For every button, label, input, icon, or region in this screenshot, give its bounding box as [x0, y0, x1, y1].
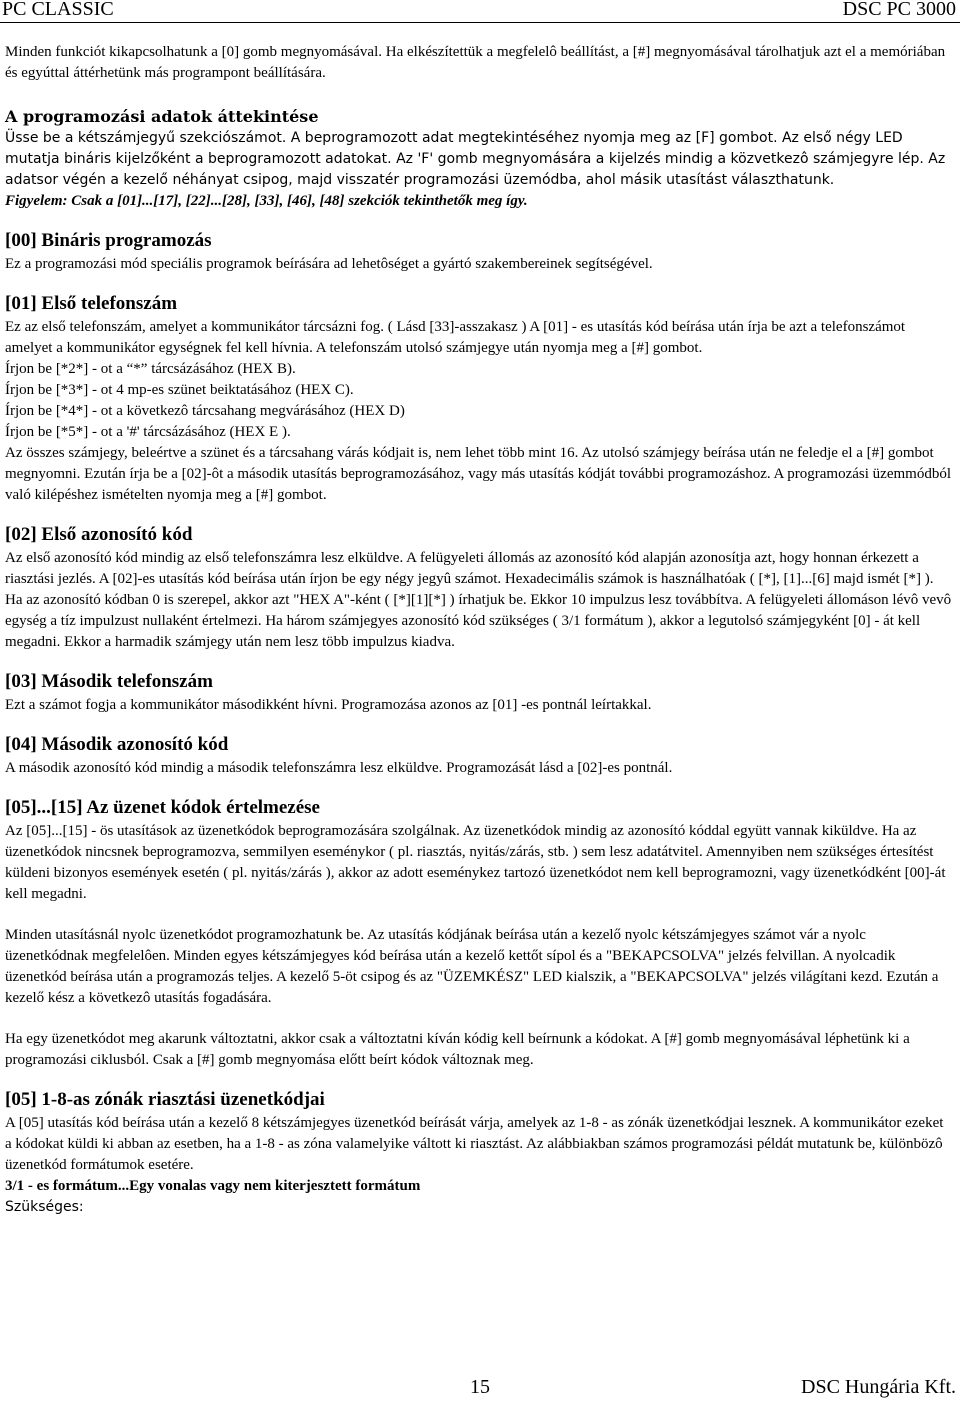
section-02-heading: [02] Első azonosító kód	[5, 524, 193, 545]
page-header	[0, 0, 960, 22]
section-03-text: Ezt a számot fogja a kommunikátor másodikként hívni. Programozása azonos az [01] -es pontnál leírtakkal.	[5, 697, 652, 713]
overview-note: Figyelem: Csak a [01]...[17], [22]...[28], [33], [46], [48] szekciók tekinthetők meg így.	[5, 193, 528, 209]
section-00-text: Ez a programozási mód speciális programok beírására ad lehetôséget a gyártó szakembereinek segítségével.	[5, 256, 653, 272]
format-heading: 3/1 - es formátum...Egy vonalas vagy nem kiterjesztett formátum	[5, 1178, 421, 1194]
section-02-text: Az első azonosító kód mindig az első telefonszámra lesz elküldve. A felügyeleti állomás az azonosító kód alapján azonosítja azt, hogy honnan érkezett a riasztási jezlés. A [02]-es utasítás kód beírása után írjon be egy négy jegyû számot. Hexadecimális számok is használhatóak ( [*], [1]...[6] majd ismét [*] ). Ha az azonosító kódban 0 is szerepel, akkor azt "HEX A"-ként ( [*][1][*] ) írhatjuk be. Ekkor 10 impulzus lesz továbbítva. A felügyeleti állomáson lévô vevô egység a tíz impulzust nullaként értelmezi. Ha három számjegyes azonosító kód szükséges ( 3/1 formátum ), akkor a legutolsó számjegyként [0] - át kell megadni. Ekkor a harmadik számjegy után nem lesz több impulzus kiadva.	[5, 550, 952, 650]
section-01-line: Írjon be [*2*] - ot a “*” tárcsázásához (HEX B).	[5, 361, 296, 377]
section-01-line: Írjon be [*4*] - ot a következô tárcsahang megvárásához (HEX D)	[5, 403, 405, 419]
section-01-heading: [01] Első telefonszám	[5, 293, 178, 314]
page-content	[5, 42, 953, 1218]
section-05-15-text-3: Ha egy üzenetkódot meg akarunk változtatni, akkor csak a változtatni kíván kódig kell beírnunk a kódokat. A [#] gomb megnyomásával léphetünk ki a programozási ciklusból. Csak a [#] gomb megnyomása előtt beírt kódok változnak meg.	[5, 1031, 910, 1068]
overview-text: Üsse be a kétszámjegyű szekciószámot. A beprogramozott adat megtekintéséhez nyomja meg az [F] gombot. Az első négy LED mutatja bináris kijelzőként a beprogramozott adatokat. Az 'F' gomb megnyomására a kijelzés mindig a közvetkezô számjegyre lép. Az adatsor végén a kezelő néhányat csipog, majd visszatér programozási üzemódba, ahol másik utasítást választhatunk.	[5, 130, 946, 188]
page-number: 15	[470, 1376, 490, 1398]
footer-company: DSC Hungária Kft.	[801, 1376, 956, 1398]
section-03-heading: [03] Második telefonszám	[5, 671, 213, 692]
header-rule	[0, 22, 960, 23]
page-footer	[0, 1374, 960, 1400]
section-01-line: Írjon be [*5*] - ot a '#' tárcsázásához (HEX E ).	[5, 424, 291, 440]
section-05-15-heading: [05]...[15] Az üzenet kódok értelmezése	[5, 797, 320, 818]
header-left: PC CLASSIC	[2, 0, 114, 20]
section-05-15-text: Az [05]...[15] - ös utasítások az üzenetkódok beprogramozására szolgálnak. Az üzenetkódok mindig az azonosító kóddal együtt vannak kiküldve. Ha az üzenetkódok nincsnek beprogramozva, semmilyen eseménykor ( pl. riasztás, nyitás/zárás, stb. ) sem lesz adatátvitel. Amennyiben nem szükséges értesítést küldeni bizonyos események esetén ( pl. nyitás/zárás ), akkor az adott eseménykez tartozó üzenetkódot nem kell beprogramozni, vagy üzenetkódként [00]-át kell megadni.	[5, 823, 946, 902]
section-01-text: Ez az első telefonszám, amelyet a kommunikátor tárcsázni fog. ( Lásd [33]-asszakasz ) A [01] - es utasítás kód beírása után írja be azt a telefonszámot amelyet a kommunikátor egységnek fel kell hívnia. A telefonszám utolsó számjegye után nyomja meg a [#] gombot.	[5, 319, 906, 356]
section-01-line: Írjon be [*3*] - ot 4 mp-es szünet beiktatásához (HEX C).	[5, 382, 354, 398]
header-right: DSC PC 3000	[842, 0, 956, 20]
overview-heading: A programozási adatok áttekintése	[5, 107, 319, 126]
required-label: Szükséges:	[5, 1199, 84, 1215]
section-04-text: A második azonosító kód mindig a második telefonszámra lesz elküldve. Programozását lásd a [02]-es pontnál.	[5, 760, 673, 776]
section-05-zones-text: A [05] utasítás kód beírása után a kezelő 8 kétszámjegyes üzenetkód beírását várja, amelyek az 1-8 - as zónák üzenetkódjai lesznek. A kommunikátor ezeket a kódokat küldi ki abban az esetben, ha a 1-8 - as zóna valamelyike váltott ki riasztást. Az alábbiakban számos programozási példát mutatunk be, különbözô üzenetkód formátumok esetére.	[5, 1115, 944, 1173]
section-04-heading: [04] Második azonosító kód	[5, 734, 229, 755]
section-00-heading: [00] Bináris programozás	[5, 230, 212, 251]
intro-paragraph: Minden funkciót kikapcsolhatunk a [0] gomb megnyomásával. Ha elkészítettük a megfelelô beállítást, a [#] megnyomásával tárolhatjuk azt el a memóriában és egyúttal áttérhetünk más programpont beállítására.	[5, 44, 946, 81]
section-01-text-2: Az összes számjegy, beleértve a szünet és a tárcsahang várás kódjait is, nem lehet több mint 16. Az utolsó számjegy beírása után ne feledje el a [#] gombot megnyomni. Ezután írja be a [02]-ôt a második utasítás beprogramozásához, vagy más utasítás kódját további programozáshoz. A programozási üzemmódból való kilépéshez ismételten nyomja meg a [#] gombot.	[5, 445, 951, 503]
section-05-zones-heading: [05] 1-8-as zónák riasztási üzenetkódjai	[5, 1089, 325, 1110]
section-05-15-text-2: Minden utasításnál nyolc üzenetkódot programozhatunk be. Az utasítás kódjának beírása után a kezelő nyolc kétszámjegyes számot vár a nyolc üzenetkódnak megfelelôen. Minden egyes kétszámjegyes kód beírása után a kezelő kettőt sípol és a "BEKAPCSOLVA" jelzés felvillan. A nyolcadik üzenetkód beírása után a programozás teljes. A kezelő 5-öt csipog és az "ÜZEMKÉSZ" LED kialszik, a "BEKAPCSOLVA" jelzés világítani kezd. Ezután a kezelő kész a következô utasítás fogadására.	[5, 927, 939, 1006]
